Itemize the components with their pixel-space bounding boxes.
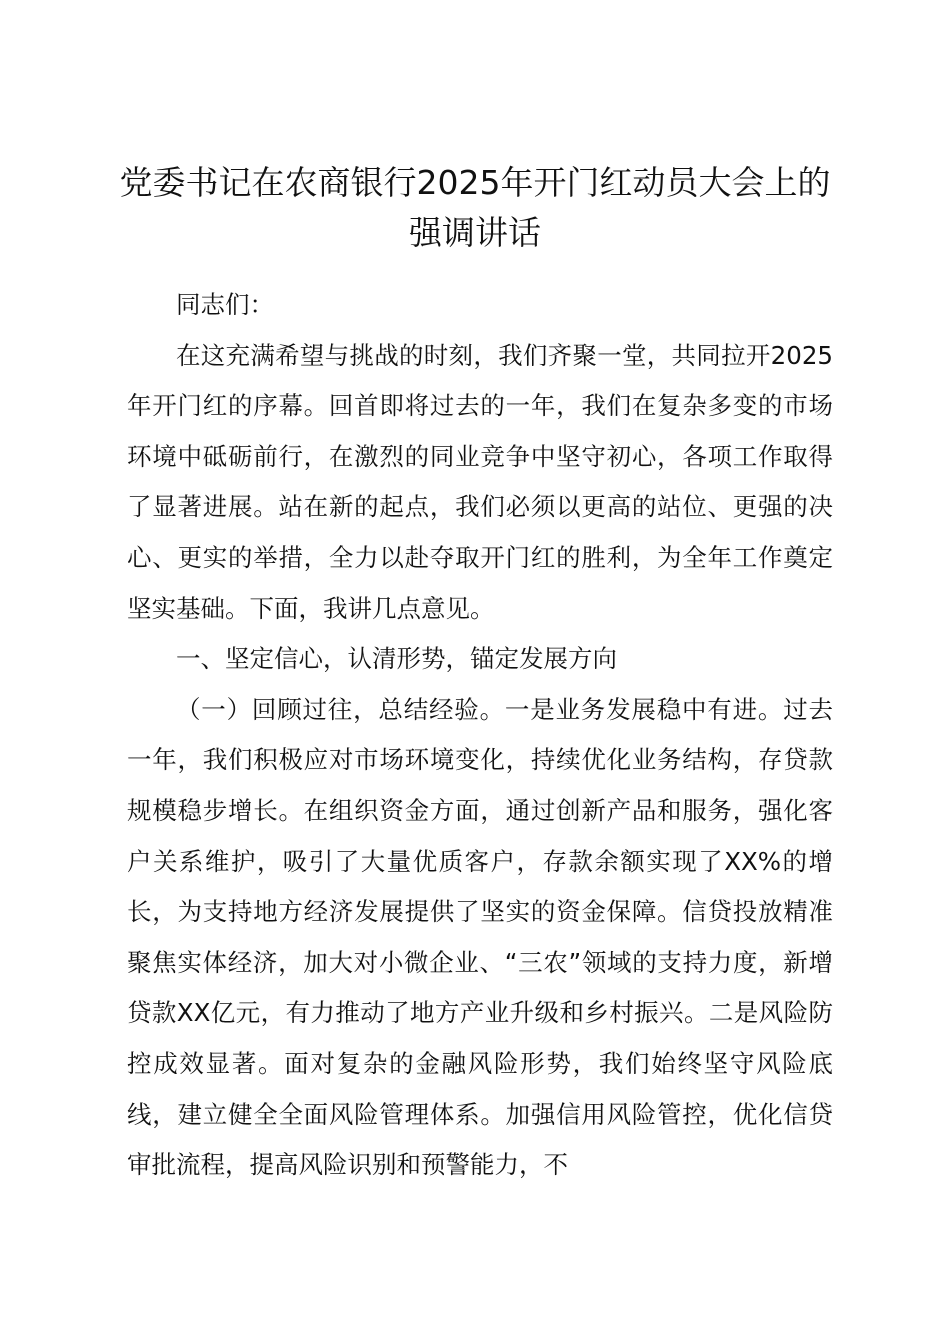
section-heading: 一、坚定信心，认清形势，锚定发展方向 xyxy=(176,644,617,674)
body-paragraph: 在这充满希望与挑战的时刻，我们齐聚一堂，共同拉开2025年开门红的序幕。回首即将过去的一年，我们在复杂多变的市场环境中砥砺前行，在激烈的同业竞争中坚守初心，各项工作取得了显著进展。站在新的起点，我们必须以更高的站位、更强的决心、更实的举措，全力以赴夺取开门红的胜利，为全年工作奠定坚实基础。下面，我讲几点意见。 xyxy=(127,340,833,623)
salutation: 同志们： xyxy=(176,290,274,319)
document-body xyxy=(127,280,833,1191)
body-paragraph: （一）回顾过往，总结经验。一是业务发展稳中有进。过去一年，我们积极应对市场环境变化，持续优化业务结构，存贷款规模稳步增长。在组织资金方面，通过创新产品和服务，强化客户关系维护，吸引了大量优质客户，存款余额实现了XX%的增长，为支持地方经济发展提供了坚实的资金保障。信贷投放精准聚焦实体经济，加大对小微企业、“三农”领域的支持力度，新增贷款XX亿元，有力推动了地方产业升级和乡村振兴。二是风险防控成效显著。面对复杂的金融风险形势，我们始终坚守风险底线，建立健全全面风险管理体系。加强信用风险管控，优化信贷审批流程，提高风险识别和预警能力，不 xyxy=(127,694,833,1180)
document-title: 党委书记在农商银行2025年开门红动员大会上的强调讲话 xyxy=(119,163,831,252)
